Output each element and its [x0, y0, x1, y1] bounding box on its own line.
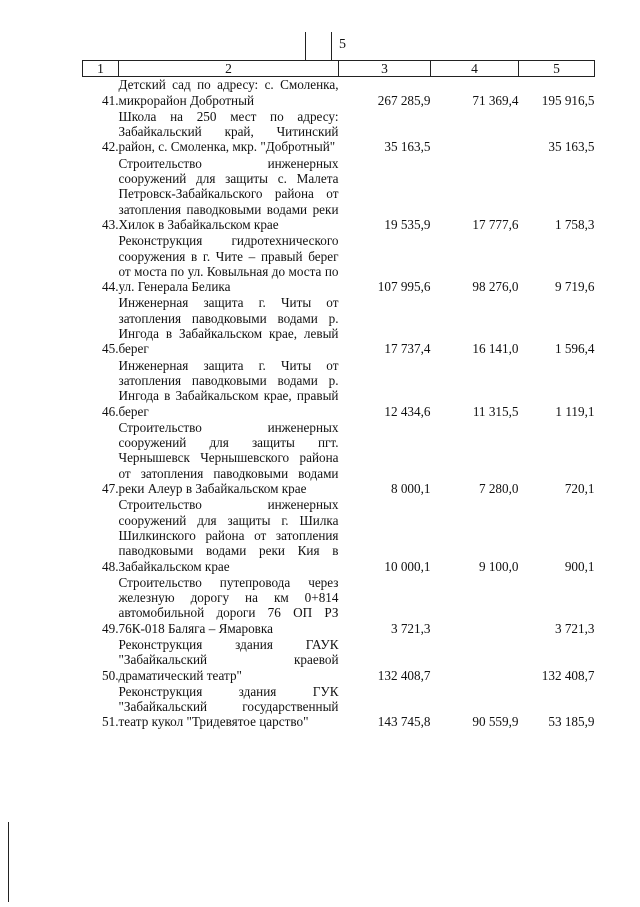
table-row — [83, 233, 595, 295]
object-name: Школа на 250 мест по адресу: Забайкальский край, Читинский район, с. Смоленка, мкр. "Добротный" — [118, 108, 339, 155]
federal-amount — [431, 109, 519, 156]
row-number: 43. — [102, 216, 119, 232]
object-name: Строительство инженерных сооружений для защиты г. Шилка Шилкинского района от затопления паводковыми водами реки Кия в Забайкальском крае — [118, 497, 339, 574]
column-header: 5 — [519, 61, 595, 77]
regional-amount: 3 721,3 — [554, 620, 595, 636]
scan-line — [8, 822, 9, 902]
table-row — [83, 109, 595, 156]
row-number: 49. — [102, 620, 119, 636]
scan-line — [331, 32, 332, 60]
column-header: 2 — [119, 61, 339, 77]
row-number: 45. — [102, 341, 119, 357]
row-number: 42. — [102, 139, 119, 155]
federal-amount — [431, 637, 519, 684]
budget-table — [82, 60, 595, 731]
regional-amount: 35 163,5 — [548, 139, 595, 155]
total-amount: 19 535,9 — [384, 216, 431, 232]
row-number: 50. — [102, 667, 119, 683]
table-row — [83, 637, 595, 684]
table-row — [83, 684, 595, 731]
regional-amount: 132 408,7 — [541, 667, 595, 683]
regional-amount: 1 596,4 — [554, 341, 595, 357]
row-number: 44. — [102, 279, 119, 295]
regional-amount: 9 719,6 — [554, 279, 595, 295]
total-amount: 17 737,4 — [384, 341, 431, 357]
federal-amount: 11 315,5 — [472, 403, 519, 419]
table-row — [83, 358, 595, 420]
table-body — [83, 77, 595, 731]
column-header: 3 — [339, 61, 431, 77]
regional-amount: 720,1 — [564, 481, 595, 497]
table-row — [83, 575, 595, 637]
object-name: Строительство путепровода через железную дорогу на км 0+814 автомобильной дороги 76 ОП РЗ 76К-018 Балягa – Ямаровка — [118, 574, 339, 636]
table-row — [83, 420, 595, 497]
federal-amount: 17 777,6 — [472, 216, 519, 232]
object-name: Строительство инженерных сооружений для защиты с. Малета Петровск-Забайкальского района от затопления паводковыми водами реки Хилок в Забайкальском крае — [118, 155, 339, 232]
table-header-row — [83, 61, 595, 77]
total-amount: 267 285,9 — [377, 92, 431, 108]
row-number: 51. — [102, 714, 119, 730]
row-number: 48. — [102, 558, 119, 574]
regional-amount: 1 119,1 — [555, 403, 595, 419]
federal-amount: 98 276,0 — [472, 279, 519, 295]
total-amount: 10 000,1 — [384, 558, 431, 574]
total-amount: 132 408,7 — [377, 667, 431, 683]
page-number: 5 — [339, 37, 346, 52]
regional-amount: 900,1 — [564, 558, 595, 574]
scan-line — [305, 32, 306, 60]
object-name: Инженерная защита г. Читы от затопления паводковыми водами р. Ингода в Забайкальском крае, правый берег — [118, 357, 339, 419]
total-amount: 12 434,6 — [384, 403, 431, 419]
table-row — [83, 77, 595, 109]
federal-amount: 7 280,0 — [478, 481, 519, 497]
regional-amount: 1 758,3 — [554, 216, 595, 232]
regional-amount: 195 916,5 — [541, 92, 595, 108]
federal-amount: 90 559,9 — [472, 714, 519, 730]
object-name: Реконструкция здания ГАУК "Забайкальский краевой драматический театр" — [118, 636, 339, 683]
row-number: 47. — [102, 481, 119, 497]
total-amount: 8 000,1 — [390, 481, 431, 497]
total-amount: 107 995,6 — [377, 279, 431, 295]
object-name: Реконструкция гидротехнического сооружения в г. Чите – правый берег от моста по ул. Ковыльная до моста по ул. Генерала Белика — [118, 233, 339, 295]
federal-amount: 71 369,4 — [472, 92, 519, 108]
object-name: Реконструкция здания ГУК "Забайкальский государственный театр кукол "Тридевятое царство" — [118, 683, 339, 730]
table-row — [83, 295, 595, 357]
total-amount: 143 745,8 — [377, 714, 431, 730]
federal-amount: 16 141,0 — [472, 341, 519, 357]
object-name: Строительство инженерных сооружений для защиты пгт. Чернышевск Чернышевского района от затопления паводковыми водами реки Алеур в Забайкальском крае — [118, 419, 339, 497]
regional-amount: 53 185,9 — [548, 714, 595, 730]
object-name: Инженерная защита г. Читы от затопления паводковыми водами р. Ингода в Забайкальском крае, левый берег — [118, 295, 339, 357]
row-number: 46. — [102, 403, 119, 419]
table-row — [83, 156, 595, 233]
column-header: 1 — [83, 61, 119, 77]
column-header: 4 — [431, 61, 519, 77]
object-name: Детский сад по адресу: с. Смоленка, микрорайон Добротный — [118, 77, 339, 108]
total-amount: 35 163,5 — [384, 139, 431, 155]
federal-amount — [431, 575, 519, 637]
table-row — [83, 497, 595, 574]
total-amount: 3 721,3 — [390, 620, 431, 636]
row-number: 41. — [102, 92, 119, 108]
federal-amount: 9 100,0 — [478, 558, 519, 574]
